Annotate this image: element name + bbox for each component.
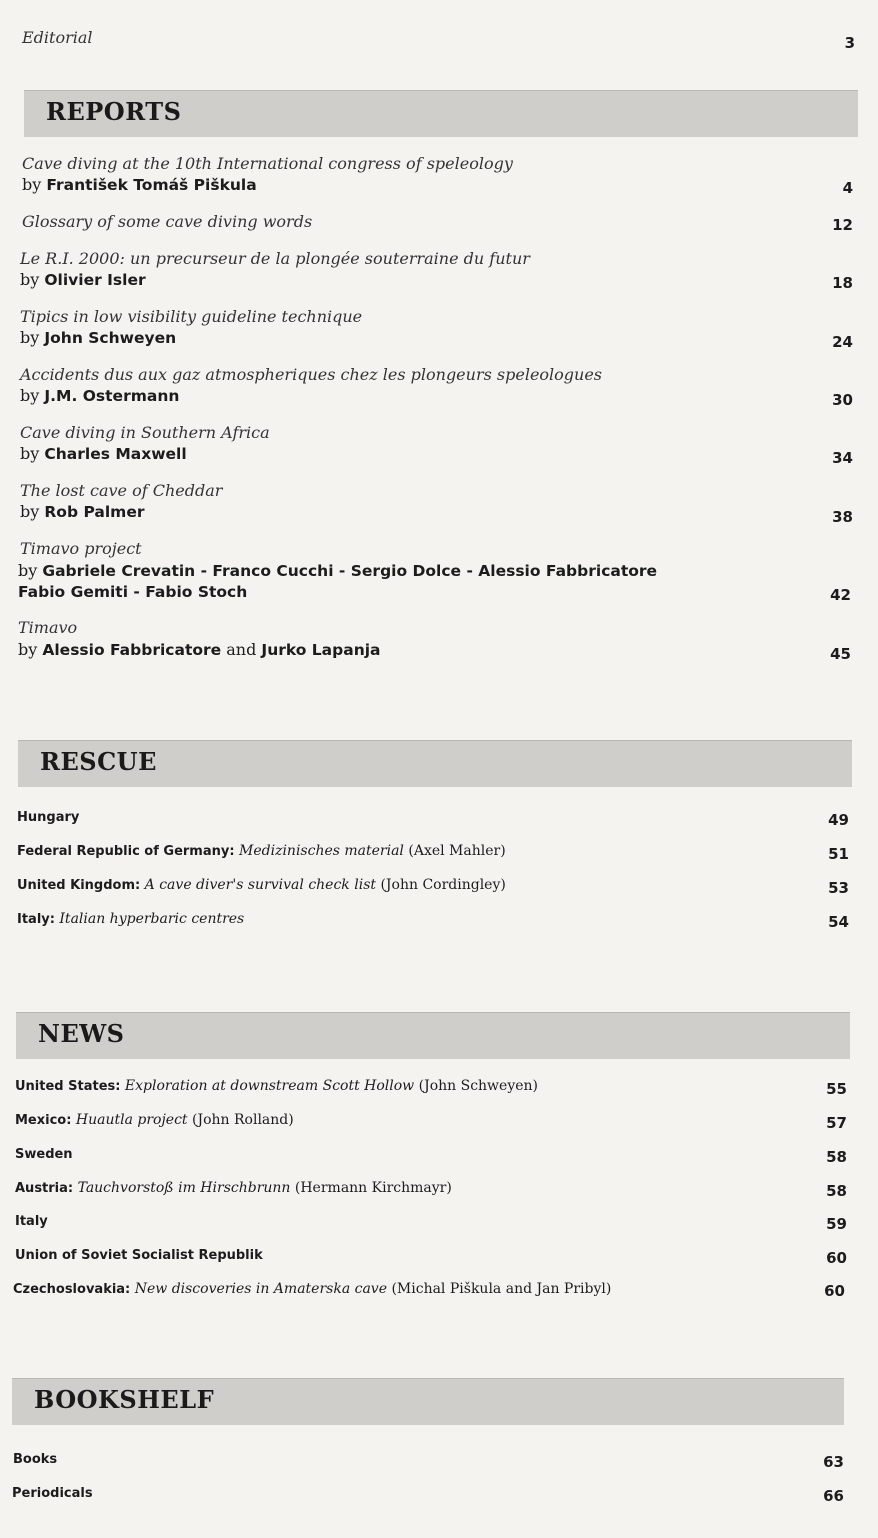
item-author: (John Schweyen)	[418, 1078, 539, 1094]
list-item[interactable]	[17, 809, 79, 825]
report-title[interactable]: Timavo project	[20, 539, 142, 558]
report-title[interactable]: Cave diving at the 10th International congress of speleology	[22, 154, 513, 173]
item-page: 58	[826, 1148, 847, 1166]
item-key: Italy	[15, 1214, 48, 1229]
rescue-heading-band	[18, 740, 852, 787]
list-item[interactable]	[17, 877, 506, 893]
item-key: Periodicals	[12, 1486, 93, 1501]
by-label: by	[20, 328, 45, 347]
report-title[interactable]: Tipics in low visibility guideline technique	[20, 307, 363, 326]
news-heading-band	[16, 1012, 850, 1059]
report-title[interactable]: Glossary of some cave diving words	[22, 212, 313, 231]
reports-heading: REPORTS	[46, 97, 182, 126]
report-author: Alessio Fabbricatore	[42, 641, 222, 659]
list-item[interactable]	[15, 1112, 294, 1128]
item-title: A cave diver's survival check list	[144, 877, 377, 893]
report-title[interactable]: Timavo	[18, 618, 78, 637]
list-item[interactable]	[15, 1180, 452, 1196]
item-author: (Hermann Kirchmayr)	[294, 1180, 452, 1196]
item-key: Czechoslovakia:	[13, 1282, 131, 1297]
news-heading: NEWS	[38, 1019, 125, 1048]
item-key: United Kingdom:	[17, 878, 141, 893]
by-label: by	[18, 561, 43, 580]
item-key: Austria:	[15, 1181, 74, 1196]
report-page: 18	[832, 274, 853, 292]
report-author: František Tomáš Piškula	[46, 176, 257, 194]
report-byline-cont	[18, 582, 247, 601]
report-author: Olivier Isler	[44, 271, 146, 289]
report-byline	[20, 328, 176, 347]
item-author: (Axel Mahler)	[408, 843, 506, 859]
item-title: Exploration at downstream Scott Hollow	[124, 1078, 415, 1094]
item-key: Union of Soviet Socialist Republik	[15, 1248, 263, 1263]
item-key: Books	[13, 1452, 58, 1467]
editorial-label: Editorial	[22, 28, 93, 47]
report-author: Rob Palmer	[44, 503, 145, 521]
item-page: 63	[823, 1453, 844, 1471]
and-label: and	[221, 640, 262, 659]
report-byline	[20, 502, 144, 521]
report-title[interactable]: Le R.I. 2000: un precurseur de la plongée souterraine du futur	[20, 249, 530, 268]
report-byline	[20, 386, 179, 405]
item-key: United States:	[15, 1079, 121, 1094]
bookshelf-heading: BOOKSHELF	[34, 1385, 215, 1414]
list-item[interactable]	[17, 843, 506, 859]
item-page: 58	[826, 1182, 847, 1200]
report-title[interactable]: Cave diving in Southern Africa	[20, 423, 270, 442]
report-byline	[20, 444, 187, 463]
item-title: New discoveries in Amaterska cave	[134, 1281, 387, 1297]
report-author: Jurko Lapanja	[261, 641, 381, 659]
item-title: Tauchvorstoß im Hirschbrunn	[77, 1180, 291, 1196]
report-page: 30	[832, 391, 853, 409]
item-page: 60	[824, 1282, 845, 1300]
report-byline	[18, 640, 381, 659]
bookshelf-heading-band	[12, 1378, 844, 1425]
list-item[interactable]	[13, 1281, 611, 1297]
report-author: Charles Maxwell	[44, 445, 187, 463]
list-item[interactable]	[15, 1247, 263, 1263]
editorial-page: 3	[844, 34, 855, 52]
by-label: by	[18, 640, 43, 659]
item-page: 53	[828, 879, 849, 897]
item-page: 55	[826, 1080, 847, 1098]
item-page: 49	[828, 811, 849, 829]
by-label: by	[20, 386, 45, 405]
item-page: 66	[823, 1487, 844, 1505]
list-item[interactable]	[17, 911, 244, 927]
report-page: 34	[832, 449, 853, 467]
report-byline	[22, 175, 257, 194]
list-item[interactable]	[15, 1146, 73, 1162]
item-key: Sweden	[15, 1147, 73, 1162]
report-author: Gabriele Crevatin - Franco Cucchi - Sergio Dolce - Alessio Fabbricatore	[42, 562, 658, 580]
by-label: by	[20, 444, 45, 463]
reports-heading-band	[24, 90, 858, 137]
report-author: John Schweyen	[44, 329, 177, 347]
report-page: 38	[832, 508, 853, 526]
report-author: Fabio Gemiti - Fabio Stoch	[18, 583, 248, 601]
item-page: 59	[826, 1215, 847, 1233]
item-key: Italy:	[17, 912, 55, 927]
by-label: by	[20, 502, 45, 521]
item-author: (John Rolland)	[192, 1112, 294, 1128]
item-key: Federal Republic of Germany:	[17, 844, 235, 859]
report-title[interactable]: Accidents dus aux gaz atmospheriques chez les plongeurs speleologues	[20, 365, 603, 384]
report-title[interactable]: The lost cave of Cheddar	[20, 481, 223, 500]
list-item[interactable]	[15, 1213, 48, 1229]
by-label: by	[22, 175, 47, 194]
report-author: J.M. Ostermann	[44, 387, 180, 405]
item-title: Huautla project	[75, 1112, 188, 1128]
rescue-heading: RESCUE	[40, 747, 157, 776]
by-label: by	[20, 270, 45, 289]
item-key: Mexico:	[15, 1113, 72, 1128]
item-page: 57	[826, 1114, 847, 1132]
list-item[interactable]	[12, 1485, 93, 1501]
list-item[interactable]	[15, 1078, 538, 1094]
report-page: 4	[842, 179, 853, 197]
item-author: (Michal Piškula and Jan Pribyl)	[391, 1281, 612, 1297]
report-page: 45	[830, 645, 851, 663]
item-page: 54	[828, 913, 849, 931]
report-byline	[18, 561, 657, 580]
item-author: (John Cordingley)	[380, 877, 506, 893]
item-key: Hungary	[17, 810, 80, 825]
item-page: 51	[828, 845, 849, 863]
report-byline	[20, 270, 146, 289]
report-page: 24	[832, 333, 853, 351]
report-page: 12	[832, 216, 853, 234]
report-page: 42	[830, 586, 851, 604]
item-title: Italian hyperbaric centres	[59, 911, 245, 927]
item-page: 60	[826, 1249, 847, 1267]
item-title: Medizinisches material	[239, 843, 404, 859]
list-item[interactable]	[13, 1451, 57, 1467]
